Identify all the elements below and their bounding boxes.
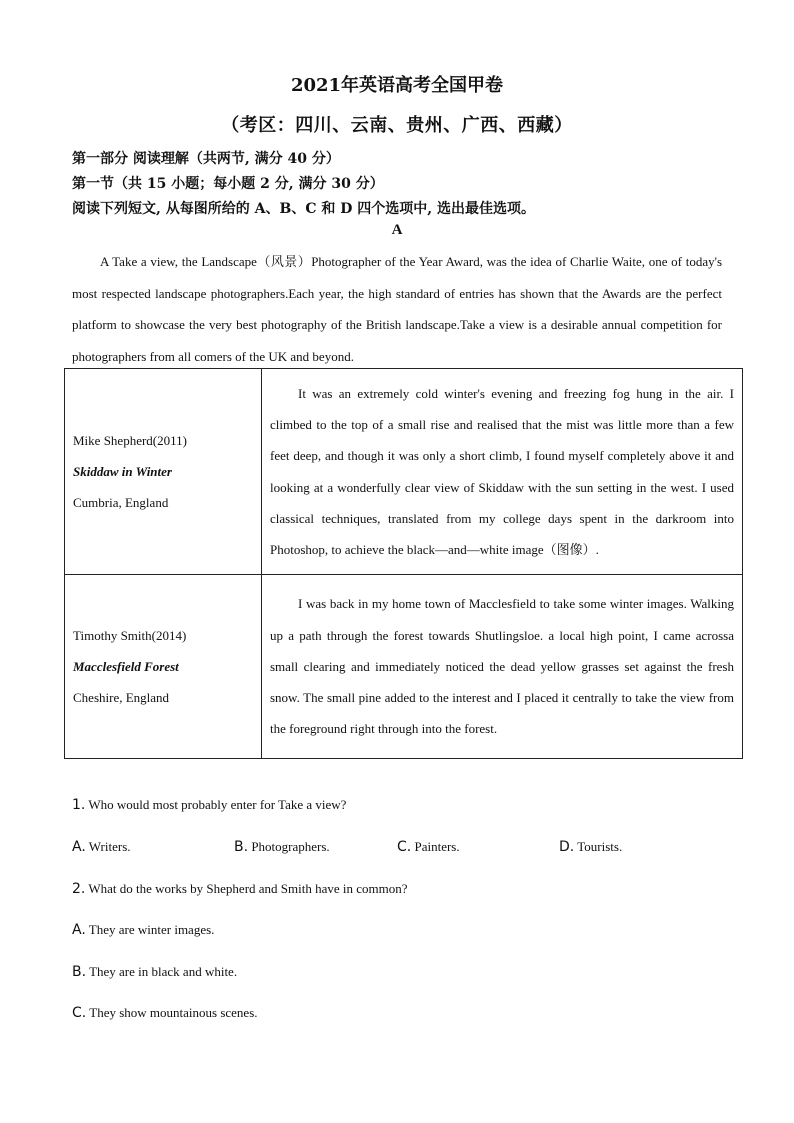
entry-description: It was an extremely cold winter's evening and freezing fog hung in the air. I climbed to the top of a small rise and realised that the mist was little more than a few feet deep, and though it was only a short climb, I found myself completely above it and looking at a wonderfully clear view of Skiddaw with the sun setting in the west. I used classical techniques, translated from my college days spent in the darkroom into Photoshop, to achieve the black—and—white image（图像）.: [270, 385, 734, 558]
option-a[interactable]: [72, 922, 214, 938]
option-text: They show mountainous scenes.: [89, 1005, 258, 1020]
entry-author: Timothy Smith(2014): [73, 628, 187, 643]
question-text: What do the works by Shepherd and Smith have in common?: [88, 881, 408, 896]
entries-table: [64, 368, 743, 759]
directions: 阅读下列短文, 从每图所给的 A、B、C 和 D 四个选项中, 选出最佳选项。: [72, 201, 535, 217]
exam-subtitle: （考区：四川、云南、贵州、广西、西藏）: [221, 115, 573, 136]
option-d[interactable]: [559, 839, 622, 855]
entry-place: Cheshire, England: [73, 690, 170, 705]
question-number: 1.: [72, 797, 86, 813]
section-heading: 第一节（共 15 小题；每小题 2 分, 满分 30 分）: [72, 176, 384, 192]
option-letter: B.: [72, 964, 87, 980]
entry-description-cell: [262, 369, 743, 575]
option-b[interactable]: [234, 839, 330, 855]
option-text: They are in black and white.: [89, 964, 238, 979]
entry-info-cell: [65, 575, 262, 759]
question-2: [72, 881, 408, 897]
option-letter: B.: [234, 839, 249, 855]
part-heading: 第一部分 阅读理解（共两节, 满分 40 分）: [72, 151, 340, 167]
exam-title: 2021年英语高考全国甲卷: [290, 75, 504, 96]
entry-description: I was back in my home town of Macclesfield to take some winter images. Walking up a path through the forest towards Shutlingsloe. a local high point, I came acrossa small clearing and immediately noticed the dead yellow grasses set against the fresh snow. The small pine added to the interest and I placed it centrally to take the view from the foreground right through into the forest.: [270, 596, 734, 737]
option-b[interactable]: [72, 964, 237, 980]
option-c[interactable]: [397, 839, 460, 855]
entry-description-cell: [262, 575, 743, 759]
option-letter: D.: [559, 839, 575, 855]
entry-place: Cumbria, England: [73, 495, 169, 510]
table-row: [65, 575, 743, 759]
table-row: [65, 369, 743, 575]
option-c[interactable]: [72, 1005, 258, 1021]
option-a[interactable]: [72, 839, 131, 855]
option-text: Painters.: [414, 839, 460, 854]
question-1: [72, 797, 346, 813]
question-number: 2.: [72, 881, 86, 897]
option-text: Tourists.: [577, 839, 623, 854]
option-text: Photographers.: [251, 839, 330, 854]
option-letter: C.: [397, 839, 412, 855]
passage-label: A: [391, 222, 403, 238]
entry-work-title: Skiddaw in Winter: [73, 464, 172, 479]
entry-info-cell: [65, 369, 262, 575]
entry-work-title: Macclesfield Forest: [73, 659, 179, 674]
option-letter: A.: [72, 922, 86, 938]
entry-author: Mike Shepherd(2011): [73, 433, 187, 448]
option-text: Writers.: [88, 839, 131, 854]
option-text: They are winter images.: [88, 922, 215, 937]
option-letter: C.: [72, 1005, 87, 1021]
question-text: Who would most probably enter for Take a view?: [88, 797, 347, 812]
passage-intro: A Take a view, the Landscape（风景）Photographer of the Year Award, was the idea of Charlie Waite, one of today's most respected landscape photographers.Each year, the high standard of entries has shown that the Awards are the perfect platform to showcase the very best photography of the British landscape.Take a view is a desirable annual competition for photographers from all comers of the UK and beyond.: [72, 254, 722, 364]
option-letter: A.: [72, 839, 86, 855]
